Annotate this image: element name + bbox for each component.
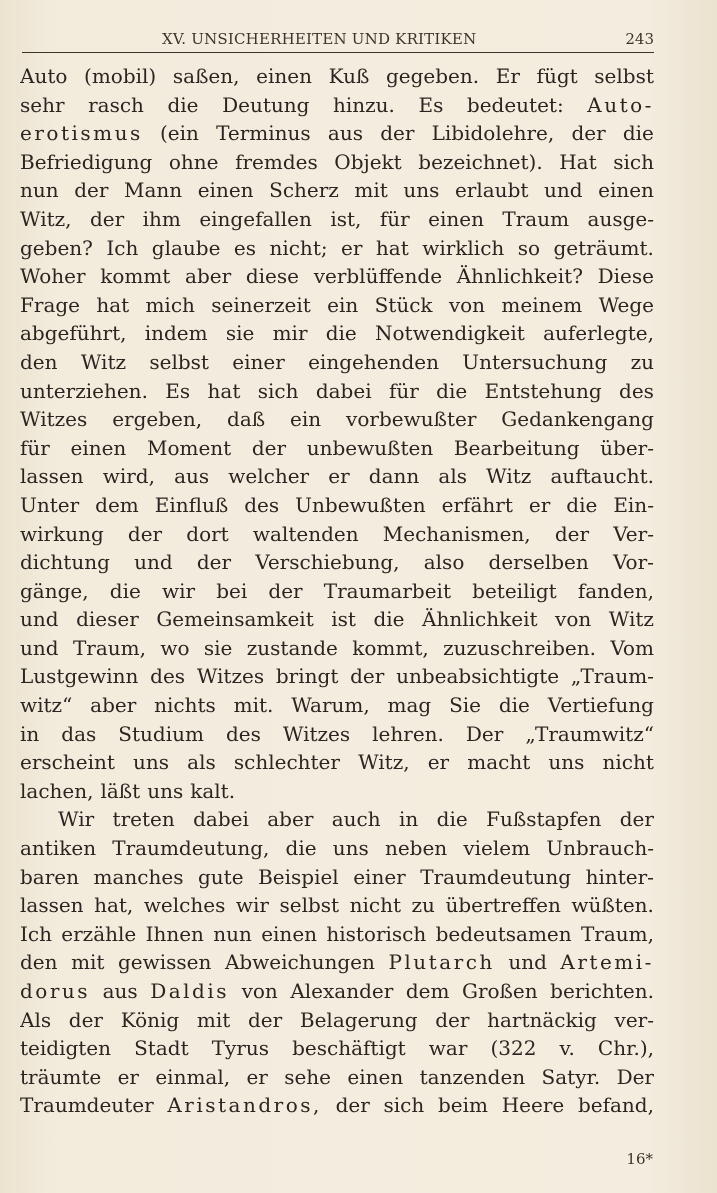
text-line: Auto (mobil) saßen, einen Kuß gegeben. Er fügt selbst — [20, 64, 654, 88]
page-number: 243 — [625, 30, 654, 48]
text-line: antiken Traumdeutung, die uns neben vielem Unbrauch- — [20, 836, 654, 861]
running-head: XV. UNSICHERHEITEN UND KRITIKEN — [162, 30, 477, 48]
text-line: in das Studium des Witzes lehren. Der „Traumwitz“ — [20, 721, 654, 746]
text-line: Als der König mit der Belagerung der hartnäckig ver- — [20, 1007, 654, 1032]
text-line: abgeführt, indem sie mir die Notwendigkeit auferlegte, — [20, 321, 654, 346]
text-line: Frage hat mich seinerzeit ein Stück von meinem Wege — [20, 292, 654, 317]
text-line: baren manches gute Beispiel einer Traumdeutung hinter- — [20, 864, 654, 889]
text-line: unterziehen. Es hat sich dabei für die Entstehung des — [20, 378, 654, 403]
text-line: Lustgewinn des Witzes bringt der unbeabsichtigte „Traum- — [20, 664, 654, 689]
text-line: Befriedigung ohne fremdes Objekt bezeichnet). Hat sich — [20, 149, 654, 174]
text-line: Traumdeuter Aristandros, der sich beim Heere befand, — [20, 1093, 654, 1118]
text-line: geben? Ich glaube es nicht; er hat wirklich so geträumt. — [20, 235, 654, 260]
text-line: gänge, die wir bei der Traumarbeit beteiligt fanden, — [20, 578, 654, 603]
text-line: Witzes ergeben, daß ein vorbewußter Gedankengang — [20, 407, 654, 432]
text-line: Ich erzähle Ihnen nun einen historisch bedeutsamen Traum, — [20, 921, 654, 946]
signature-mark: 16* — [626, 1150, 653, 1168]
text-line: Wir treten dabei aber auch in die Fußstapfen der — [58, 807, 654, 832]
text-line: erotismus (ein Terminus aus der Libidolehre, der die — [20, 121, 654, 146]
text-line: den Witz selbst einer eingehenden Untersuchung zu — [20, 349, 654, 374]
text-line: und dieser Gemeinsamkeit ist die Ähnlichkeit von Witz — [20, 607, 654, 632]
text-line: witz“ aber nichts mit. Warum, mag Sie die Vertiefung — [20, 693, 654, 718]
body-text — [20, 62, 654, 1120]
text-line: lachen, läßt uns kalt. — [20, 778, 236, 803]
text-line: wirkung der dort waltenden Mechanismen, der Ver- — [20, 521, 654, 546]
text-line: dorus aus Daldis von Alexander dem Großen berichten. — [20, 979, 654, 1003]
text-line: dichtung und der Verschiebung, also derselben Vor- — [20, 550, 654, 575]
text-line: lassen wird, aus welcher er dann als Witz auftaucht. — [20, 464, 654, 489]
text-line: nun der Mann einen Scherz mit uns erlaubt und einen — [20, 178, 654, 203]
text-line: erscheint uns als schlechter Witz, er macht uns nicht — [20, 750, 654, 775]
text-line: den mit gewissen Abweichungen Plutarch und Artemi- — [20, 950, 654, 975]
text-line: sehr rasch die Deutung hinzu. Es bedeutet: Auto- — [20, 92, 654, 117]
page-header — [22, 30, 654, 52]
text-line: lassen hat, welches wir selbst nicht zu übertreffen wüßten. — [20, 893, 654, 918]
text-line: Woher kommt aber diese verblüffende Ähnlichkeit? Diese — [20, 264, 654, 289]
text-line: Witz, der ihm eingefallen ist, für einen Traum ausge- — [20, 206, 654, 231]
text-line: teidigten Stadt Tyrus beschäftigt war (322 v. Chr.), — [20, 1036, 654, 1061]
text-line: träumte er einmal, er sehe einen tanzenden Satyr. Der — [20, 1064, 654, 1089]
text-line: und Traum, wo sie zustande kommt, zuzuschreiben. Vom — [20, 635, 654, 660]
header-rule — [22, 52, 654, 53]
text-line: Unter dem Einfluß des Unbewußten erfährt er die Ein- — [20, 492, 654, 517]
text-line: für einen Moment der unbewußten Bearbeitung über- — [20, 435, 654, 460]
